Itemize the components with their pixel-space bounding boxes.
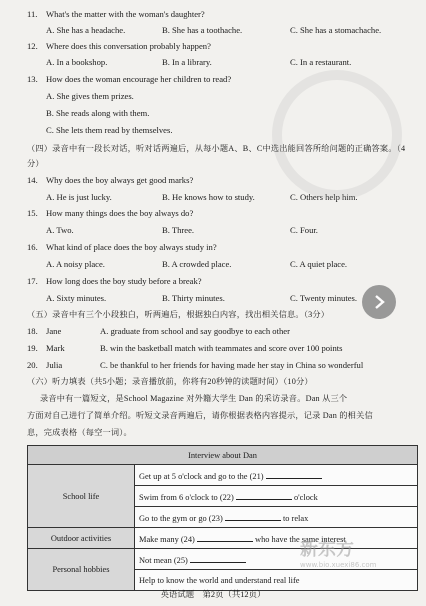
category-school-life: School life <box>28 465 135 528</box>
category-personal-hobbies: Personal hobbies <box>28 549 135 591</box>
watermark-brand: 新东方 www.bio.xuexi86.com <box>300 539 377 569</box>
section-6-line-2: 方面对自己进行了简单介绍。听短文录音两遍后，请你根据表格内容提示，记录 Dan 的相关信 <box>27 411 373 420</box>
next-page-button[interactable] <box>362 285 396 319</box>
answer-blank-24[interactable] <box>197 533 253 542</box>
section-4-intro: （四）录音中有一段长对话，听对话两遍后，从每小题A、B、C中选出能回答所给问题的正确答案。（4分） <box>27 144 406 168</box>
table-header: Interview about Dan <box>28 446 418 465</box>
section-6-line-3: 息，完成表格（每空一词）。 <box>27 428 132 437</box>
exam-page: 11. What's the matter with the woman's daughter? A. She has a headache. B. She has a toothache. C. She has a stomachache. 12. Where does this conversation probably happen? A. In a bookshop. B. In a library. C. In a restaurant. 13. How does the woman encourage her children to read? A. She gives them prizes. B. She reads along with them. C. She lets them read by themselves. （四）录音中有一段长对话，听对话两遍后，从每小题A、B、C中选出能回答所给问题的正确答案。（4分） 14. Why does the boy always get good marks? A. He is just lucky. B. He knows how to study. C. Others help him. 15. How many things does the boy always do? A. Two. B. Three. C. Four. 16. What kind of place does the boy always study in? A. A noisy place. B. A crowded place. C. A quiet place. 17. How long does the boy study before a break? A. Sixty minutes. B. Thirty minutes. C. Twenty minutes. （五）录音中有三个小段独白，听两遍后，根据独白内容，找出相关信息。（3分） 18. Jane A. graduate from school and say goodbye to each other 19. Mark B. win the basketball match with teammates and score over 100 points 20. Julia C. be thankful to her friends for having made her stay in China so wonderful （六）听力填表（共5小题；录音播放前，你将有20秒钟的读题时间）（10分） 录音中有一篇短文，是School Magazine 对外籍大学生 Dan 的采访录音。Dan 从三个 方面对自己进行了简单介绍。听短文录音两遍后，请你根据表格内容提示，记录 Dan 的相关信 息，完成表格（每空一词）。 Interview about Dan School life Get up at 5 o'clock and go to the (21) Swim from 6 o'clock to (22) o'clock Go to the gym or go (23) to relax Outdoor activities Make many (24) who have the same interest Personal hobbies Not mean (25) Help to know the world and understand real life 英语试题 第2页（共12页） 新东方 www.bio.xuexi86.com <box>0 0 426 606</box>
table-row: Help to know the world and understand real life <box>135 570 418 591</box>
answer-blank-22[interactable] <box>236 491 292 500</box>
answer-blank-21[interactable] <box>266 470 322 479</box>
table-row: Go to the gym or go (23) to relax <box>135 507 418 528</box>
answer-blank-25[interactable] <box>190 554 246 563</box>
chevron-right-icon <box>372 294 386 310</box>
section-6-line-1: 录音中有一篇短文，是School Magazine 对外籍大学生 Dan 的采访录音。Dan 从三个 <box>40 394 348 403</box>
table-row: Not mean (25) <box>135 549 418 570</box>
section-5-intro: （五）录音中有三个小段独白，听两遍后，根据独白内容，找出相关信息。（3分） <box>27 310 330 319</box>
answer-blank-23[interactable] <box>225 512 281 521</box>
interview-table <box>27 445 418 591</box>
category-outdoor-activities: Outdoor activities <box>28 528 135 549</box>
section-6-title: （六）听力填表（共5小题；录音播放前，你将有20秒钟的读题时间）（10分） <box>27 377 313 386</box>
watermark-logo <box>262 60 412 215</box>
table-row: Make many (24) who have the same interest <box>135 528 418 549</box>
table-row: Get up at 5 o'clock and go to the (21) <box>135 465 418 486</box>
table-row: Swim from 6 o'clock to (22) o'clock <box>135 486 418 507</box>
page-footer: 英语试题 第2页（共12页） <box>160 590 266 599</box>
